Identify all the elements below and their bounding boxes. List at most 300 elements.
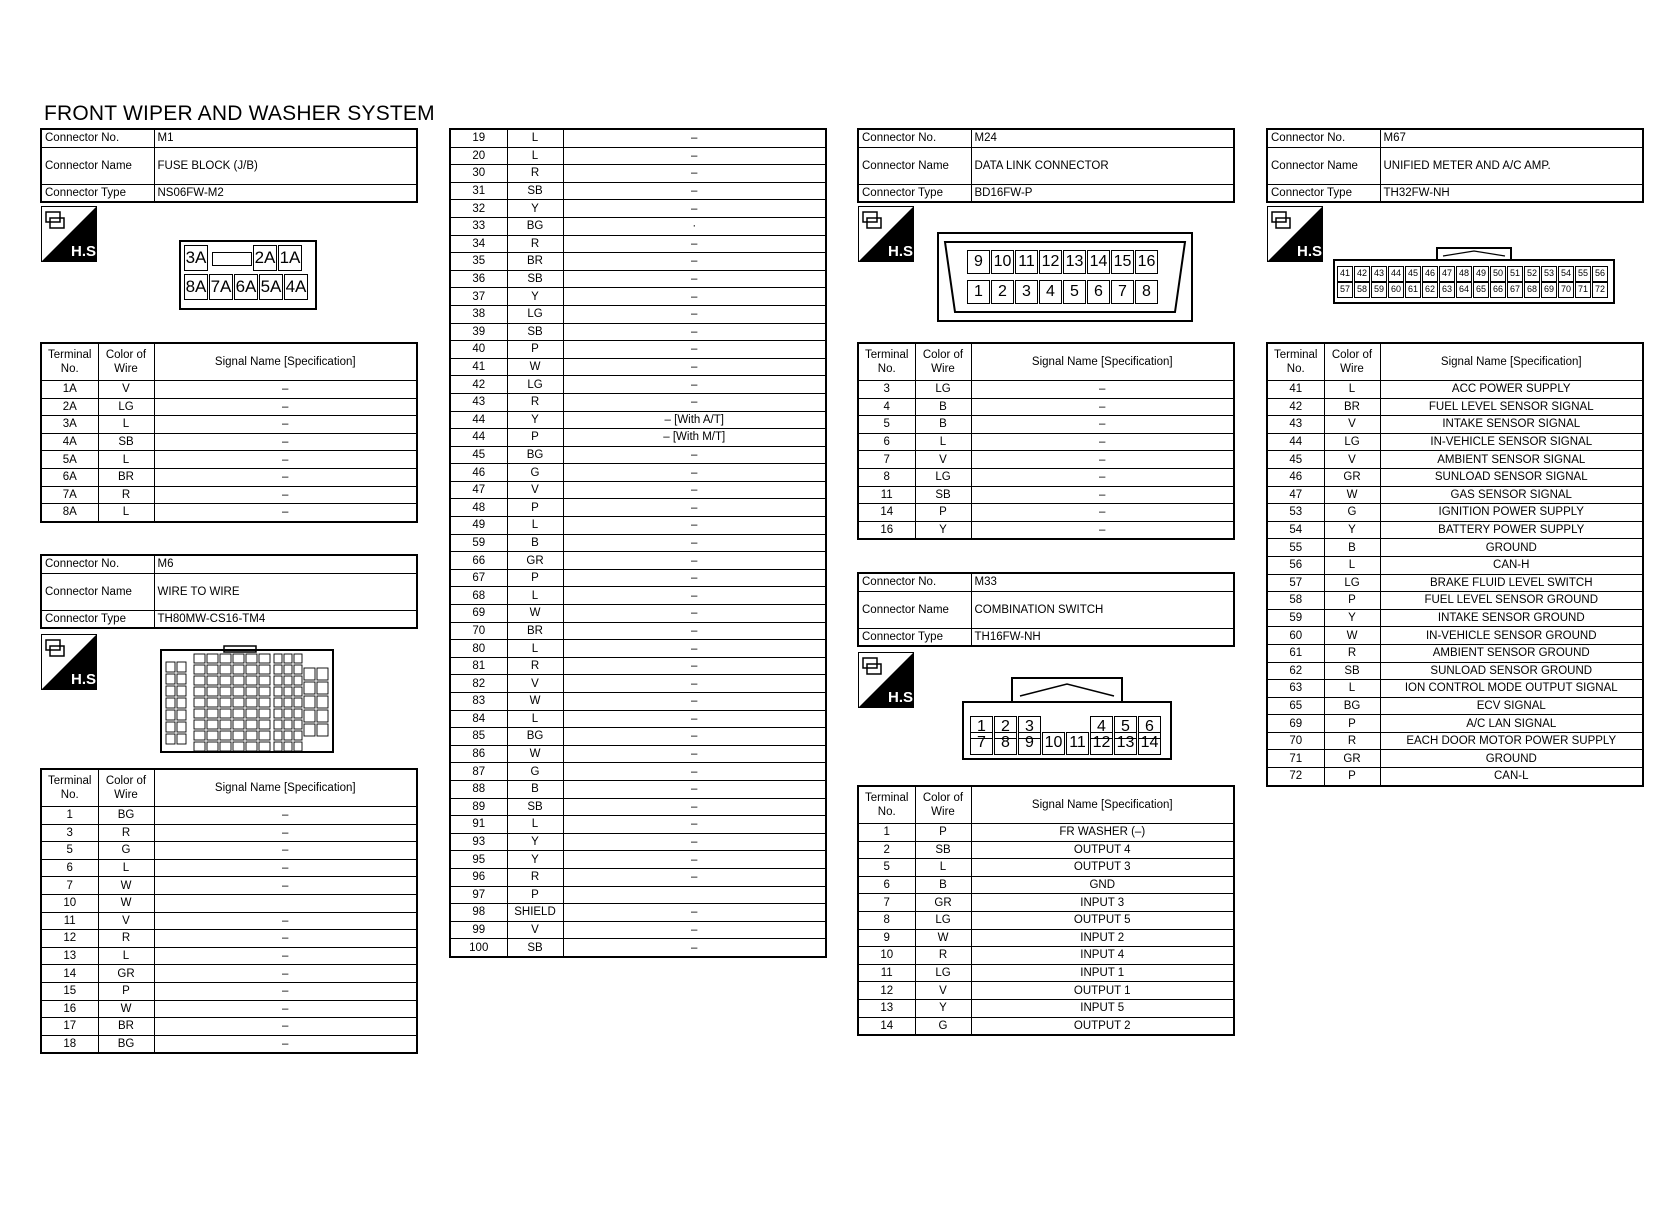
terminal-cell: 1A [41, 381, 98, 399]
column-1 [40, 128, 418, 203]
terminal-cell: 20 [450, 147, 507, 165]
terminal-cell: 44 [1267, 433, 1324, 451]
connector-cavity [233, 742, 244, 751]
signal-cell: – [563, 517, 826, 535]
table-row [858, 433, 1234, 451]
connector-cavity [207, 676, 218, 685]
table-row [450, 745, 826, 763]
connector-cavity [220, 742, 231, 751]
m24-terminal-table [857, 342, 1235, 540]
color-cell: SB [98, 433, 154, 451]
color-cell: Y [507, 851, 563, 869]
signal-cell: FR WASHER (–) [971, 824, 1234, 842]
color-cell: L [98, 859, 154, 877]
table-row [1267, 768, 1643, 786]
color-cell: Y [507, 200, 563, 218]
color-cell: W [915, 929, 971, 947]
color-cell: LG [915, 381, 971, 399]
signal-header: Signal Name [Specification] [971, 343, 1234, 381]
m33-info-wrap [857, 572, 1235, 647]
color-cell: R [507, 657, 563, 675]
terminal-cell: 2A [41, 398, 98, 416]
table-row [41, 965, 417, 983]
terminal-cell: 44 [450, 411, 507, 429]
conn-no-label: Connector No. [858, 129, 971, 147]
terminal-cell: 46 [1267, 468, 1324, 486]
color-cell: SB [507, 798, 563, 816]
signal-cell: – [563, 200, 826, 218]
table-row [858, 416, 1234, 434]
color-cell: B [1324, 539, 1380, 557]
signal-cell: – [563, 745, 826, 763]
terminal-cell: 12 [41, 930, 98, 948]
signal-cell: OUTPUT 5 [971, 911, 1234, 929]
signal-cell: – [563, 710, 826, 728]
color-cell: B [507, 534, 563, 552]
connector-cavity [194, 731, 205, 740]
conn-type-label: Connector Type [1267, 184, 1380, 202]
connector-cavity [317, 668, 328, 680]
connector-pin: 56 [1592, 266, 1608, 282]
connector-pin: 64 [1456, 282, 1472, 298]
connector-cavity [246, 654, 257, 663]
connector-cavity [207, 731, 218, 740]
signal-cell: – [971, 486, 1234, 504]
connector-cavity [246, 742, 257, 751]
page-title: FRONT WIPER AND WASHER SYSTEM [44, 102, 435, 125]
conn-type-label: Connector Type [41, 184, 154, 202]
signal-cell: – [563, 253, 826, 271]
table-row [41, 398, 417, 416]
table-row [450, 270, 826, 288]
signal-cell: SUNLOAD SENSOR SIGNAL [1380, 468, 1643, 486]
terminal-cell: 69 [1267, 715, 1324, 733]
table-row [858, 999, 1234, 1017]
m24-info-table [857, 128, 1235, 203]
connector-pin: 52 [1524, 266, 1540, 282]
connector-cavity [284, 665, 292, 674]
signal-cell: – [154, 912, 417, 930]
table-row [1267, 592, 1643, 610]
color-cell: V [1324, 416, 1380, 434]
signal-cell: – [154, 842, 417, 860]
terminal-cell: 16 [858, 521, 915, 539]
color-cell: L [1324, 680, 1380, 698]
table-row [450, 182, 826, 200]
table-row [858, 964, 1234, 982]
table-row [450, 358, 826, 376]
connector-cavity [177, 734, 186, 744]
color-cell: B [915, 416, 971, 434]
svg-text:H.S.: H.S. [71, 671, 101, 688]
color-cell: Y [1324, 521, 1380, 539]
connector-pin: 10 [1042, 732, 1065, 755]
m6-conn-name: WIRE TO WIRE [154, 573, 417, 610]
signal-cell: – [563, 569, 826, 587]
table-row [1267, 697, 1643, 715]
terminal-cell: 84 [450, 710, 507, 728]
connector-pin: 10 [991, 250, 1014, 274]
m33-pins-bottom [970, 732, 1162, 755]
signal-cell: – [563, 587, 826, 605]
connector-pin: 66 [1490, 282, 1506, 298]
table-row [450, 939, 826, 957]
terminal-cell: 34 [450, 235, 507, 253]
signal-cell: BRAKE FLUID LEVEL SWITCH [1380, 574, 1643, 592]
m1-terminal-table-wrap [40, 342, 418, 523]
connector-pin: 2A [253, 245, 277, 271]
connector-pin: 8 [994, 732, 1017, 755]
color-cell: Y [507, 288, 563, 306]
connector-pin: 5A [259, 274, 283, 300]
connector-pin: 48 [1456, 266, 1472, 282]
connector-pin: 60 [1388, 282, 1404, 298]
color-cell: P [507, 429, 563, 447]
connector-pin: 1 [967, 280, 990, 304]
terminal-header: Terminal No. [41, 769, 98, 807]
color-cell: L [507, 147, 563, 165]
table-row [41, 416, 417, 434]
connector-cavity [246, 665, 257, 674]
connector-pin: 8 [1135, 280, 1158, 304]
signal-cell: GND [971, 876, 1234, 894]
color-cell: SHIELD [507, 904, 563, 922]
connector-cavity [294, 654, 302, 663]
table-row [858, 398, 1234, 416]
signal-cell: FUEL LEVEL SENSOR SIGNAL [1380, 398, 1643, 416]
signal-cell: INPUT 1 [971, 964, 1234, 982]
table-row [41, 486, 417, 504]
table-row [1267, 504, 1643, 522]
connector-cavity [284, 654, 292, 663]
connector-cavity [274, 687, 282, 696]
terminal-cell: 13 [41, 947, 98, 965]
table-row [41, 1018, 417, 1036]
connector-cavity [294, 676, 302, 685]
terminal-cell: 11 [858, 964, 915, 982]
signal-cell: – [971, 451, 1234, 469]
connector-cavity [259, 709, 270, 718]
color-cell: R [1324, 732, 1380, 750]
connector-pin: 3 [1015, 280, 1038, 304]
terminal-cell: 7 [858, 451, 915, 469]
connector-cavity [194, 654, 205, 663]
signal-cell: – [154, 1000, 417, 1018]
connector-cavity [207, 665, 218, 674]
connector-cavity [220, 698, 231, 707]
terminal-cell: 66 [450, 552, 507, 570]
table-row [41, 504, 417, 522]
m1-terminal-table [40, 342, 418, 523]
color-cell: L [915, 433, 971, 451]
color-cell: W [98, 877, 154, 895]
signal-cell: – [563, 640, 826, 658]
table-row [450, 693, 826, 711]
signal-cell: OUTPUT 2 [971, 1017, 1234, 1035]
terminal-cell: 13 [858, 999, 915, 1017]
connector-cavity [274, 676, 282, 685]
connector-pin: 4 [1039, 280, 1062, 304]
connector-cavity [284, 742, 292, 751]
signal-cell: – [563, 446, 826, 464]
table-row [450, 411, 826, 429]
connector-cavity [177, 722, 186, 732]
signal-cell: – [563, 868, 826, 886]
table-row [1267, 451, 1643, 469]
color-cell: L [507, 129, 563, 147]
color-cell: G [98, 842, 154, 860]
signal-cell: INPUT 5 [971, 999, 1234, 1017]
color-cell: L [507, 640, 563, 658]
connector-cavity [259, 676, 270, 685]
color-cell: V [915, 982, 971, 1000]
signal-cell: – [563, 675, 826, 693]
color-cell: W [507, 605, 563, 623]
color-cell: BG [507, 728, 563, 746]
connector-cavity [233, 709, 244, 718]
terminal-cell: 35 [450, 253, 507, 271]
color-header: Color of Wire [1324, 343, 1380, 381]
color-cell: BR [507, 253, 563, 271]
connector-cavity [274, 731, 282, 740]
table-row [450, 833, 826, 851]
signal-cell: – [971, 416, 1234, 434]
terminal-cell: 7A [41, 486, 98, 504]
color-cell: R [507, 393, 563, 411]
color-cell: R [915, 947, 971, 965]
signal-cell: BATTERY POWER SUPPLY [1380, 521, 1643, 539]
table-row [858, 982, 1234, 1000]
table-row [1267, 627, 1643, 645]
terminal-header: Terminal No. [858, 343, 915, 381]
connector-pin: 65 [1473, 282, 1489, 298]
table-row [858, 859, 1234, 877]
color-cell: G [1324, 504, 1380, 522]
connector-pin: 50 [1490, 266, 1506, 282]
color-cell: G [507, 763, 563, 781]
signal-cell: OUTPUT 3 [971, 859, 1234, 877]
color-cell: R [507, 868, 563, 886]
connector-cavity [194, 698, 205, 707]
table-row [450, 569, 826, 587]
color-cell: B [507, 780, 563, 798]
svg-text:H.S.: H.S. [888, 689, 918, 706]
table-row [450, 798, 826, 816]
signal-cell: OUTPUT 4 [971, 841, 1234, 859]
hs-icon [41, 634, 101, 690]
table-row [41, 824, 417, 842]
connector-pin: 61 [1405, 282, 1421, 298]
connector-pin: 11 [1015, 250, 1038, 274]
signal-cell: – [971, 521, 1234, 539]
terminal-cell: 86 [450, 745, 507, 763]
signal-cell: – [154, 807, 417, 825]
signal-cell: – [971, 433, 1234, 451]
table-row [41, 1000, 417, 1018]
connector-cavity [166, 686, 175, 696]
conn-name-label: Connector Name [41, 147, 154, 184]
signal-cell: ACC POWER SUPPLY [1380, 381, 1643, 399]
connector-pin: 6 [1138, 716, 1161, 739]
terminal-cell: 5 [41, 842, 98, 860]
table-row [858, 1017, 1234, 1035]
color-cell: GR [507, 552, 563, 570]
m24-pins-bottom [967, 280, 1159, 304]
signal-cell: – [154, 824, 417, 842]
terminal-cell: 38 [450, 305, 507, 323]
table-row [41, 877, 417, 895]
connector-cavity [274, 720, 282, 729]
connector-pin: 67 [1507, 282, 1523, 298]
hs-icon [1267, 206, 1327, 262]
m1-conn-no: M1 [154, 129, 417, 147]
connector-pin: 70 [1558, 282, 1574, 298]
table-row [450, 464, 826, 482]
terminal-cell: 88 [450, 780, 507, 798]
connector-cavity [259, 731, 270, 740]
table-row [450, 253, 826, 271]
connector-cavity [294, 709, 302, 718]
color-cell: W [98, 894, 154, 912]
connector-cavity [220, 720, 231, 729]
connector-cavity [220, 676, 231, 685]
signal-cell: AMBIENT SENSOR SIGNAL [1380, 451, 1643, 469]
connector-cavity [317, 724, 328, 736]
color-cell: P [1324, 592, 1380, 610]
table-row [450, 904, 826, 922]
color-cell: R [507, 165, 563, 183]
connector-pin: 7 [1111, 280, 1134, 304]
connector-pin: 16 [1135, 250, 1158, 274]
table-row [1267, 416, 1643, 434]
color-cell: GR [98, 965, 154, 983]
color-cell: SB [507, 323, 563, 341]
connector-pin: 43 [1371, 266, 1387, 282]
color-cell: B [915, 876, 971, 894]
terminal-cell: 99 [450, 921, 507, 939]
table-row [858, 504, 1234, 522]
table-row [41, 381, 417, 399]
terminal-cell: 14 [41, 965, 98, 983]
terminal-cell: 36 [450, 270, 507, 288]
connector-cavity [233, 731, 244, 740]
table-row [1267, 468, 1643, 486]
color-cell: LG [1324, 574, 1380, 592]
m33-terminal-table [857, 785, 1235, 1036]
conn-no-label: Connector No. [41, 129, 154, 147]
signal-cell: – [971, 398, 1234, 416]
signal-cell: OUTPUT 1 [971, 982, 1234, 1000]
connector-cavity [246, 687, 257, 696]
terminal-cell: 33 [450, 217, 507, 235]
terminal-cell: 10 [858, 947, 915, 965]
connector-pin: 3 [1018, 716, 1041, 739]
connector-pin: 47 [1439, 266, 1455, 282]
table-row [450, 446, 826, 464]
terminal-cell: 4 [858, 398, 915, 416]
color-cell: L [915, 859, 971, 877]
conn-type-label: Connector Type [858, 628, 971, 646]
connector-cavity [304, 682, 315, 694]
terminal-cell: 61 [1267, 644, 1324, 662]
color-cell: R [1324, 644, 1380, 662]
table-row [1267, 662, 1643, 680]
color-cell: G [915, 1017, 971, 1035]
color-cell: V [507, 675, 563, 693]
terminal-header: Terminal No. [41, 343, 98, 381]
connector-cavity [246, 720, 257, 729]
terminal-cell: 53 [1267, 504, 1324, 522]
signal-cell: GROUND [1380, 539, 1643, 557]
connector-cavity [207, 709, 218, 718]
signal-cell: – [971, 381, 1234, 399]
table-row [450, 657, 826, 675]
connector-cavity [233, 720, 244, 729]
m24-info-wrap [857, 128, 1235, 203]
connector-pin: 2 [994, 716, 1017, 739]
terminal-cell: 15 [41, 982, 98, 1000]
terminal-cell: 59 [450, 534, 507, 552]
m6-connector-face [160, 646, 334, 756]
terminal-cell: 93 [450, 833, 507, 851]
color-cell: L [98, 947, 154, 965]
connector-pin: 4A [284, 274, 308, 300]
connector-cavity [166, 698, 175, 708]
table-row [1267, 521, 1643, 539]
m33-terminal-table-wrap [857, 785, 1235, 1036]
signal-cell: – [154, 486, 417, 504]
m33-conn-name: COMBINATION SWITCH [971, 591, 1234, 628]
terminal-cell: 63 [1267, 680, 1324, 698]
terminal-cell: 68 [450, 587, 507, 605]
connector-pin: 71 [1575, 282, 1591, 298]
signal-cell: – [154, 877, 417, 895]
table-row [450, 393, 826, 411]
color-cell: Y [507, 411, 563, 429]
terminal-cell: 47 [1267, 486, 1324, 504]
terminal-cell: 8A [41, 504, 98, 522]
terminal-cell: 16 [41, 1000, 98, 1018]
table-row [450, 200, 826, 218]
terminal-cell: 45 [450, 446, 507, 464]
connector-cavity [274, 709, 282, 718]
table-row [450, 499, 826, 517]
signal-cell: IN-VEHICLE SENSOR GROUND [1380, 627, 1643, 645]
signal-cell: – [971, 504, 1234, 522]
connector-pin: 5 [1114, 716, 1137, 739]
connector-cavity [274, 742, 282, 751]
connector-pin: 1 [970, 716, 993, 739]
terminal-cell: 82 [450, 675, 507, 693]
color-cell: BR [1324, 398, 1380, 416]
m24-conn-no: M24 [971, 129, 1234, 147]
terminal-cell: 10 [41, 894, 98, 912]
signal-cell [154, 894, 417, 912]
connector-cavity [207, 687, 218, 696]
m6-cont-table [449, 128, 827, 958]
m1-conn-name: FUSE BLOCK (J/B) [154, 147, 417, 184]
signal-cell: – [563, 165, 826, 183]
connector-pin: 46 [1422, 266, 1438, 282]
signal-cell: – [154, 947, 417, 965]
connector-pin: 41 [1337, 266, 1353, 282]
m24-terminal-table-wrap [857, 342, 1235, 540]
conn-type-label: Connector Type [41, 610, 154, 628]
table-row [41, 982, 417, 1000]
connector-cavity [177, 662, 186, 672]
terminal-cell: 67 [450, 569, 507, 587]
m6-info-table [40, 554, 418, 629]
